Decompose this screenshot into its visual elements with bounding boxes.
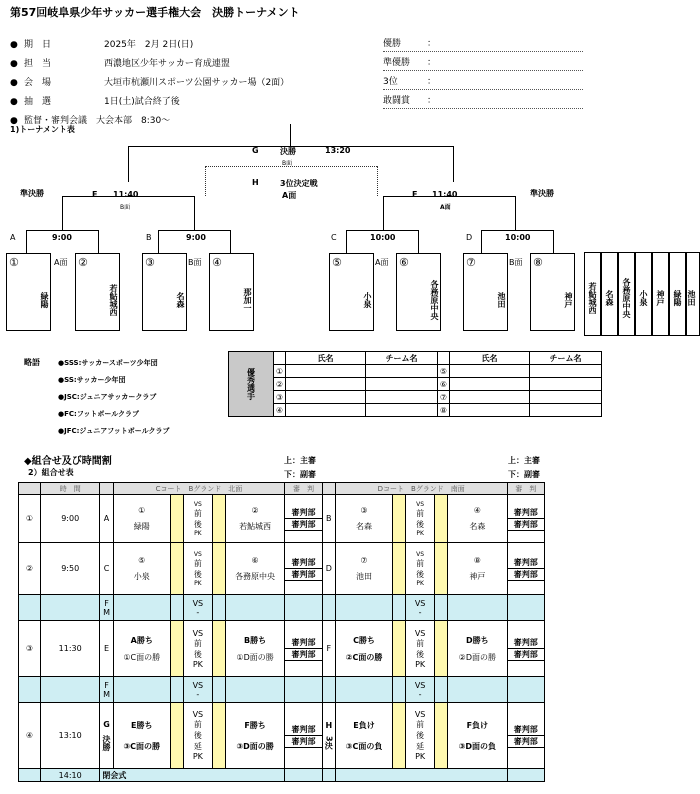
result-third: 3位 ： [383, 72, 583, 90]
award-side-label: 優秀選手 [229, 352, 274, 417]
abbr-ss: ●SS:サッカー少年団 [58, 376, 126, 384]
award-h-team-right: チーム名 [530, 352, 602, 365]
schedule-table: 時 間 Cコート Bグランド 北面 審 判 Dコート Bグランド 南面 審 判 ① 9:00 A ① 緑陽 VS 前 後 PK ② 若鮎城西 審判部 審判部 B ③ 名森 VS 前 後 PK ④ 名森 審判部 審判部 ② 9:50 C ⑤ 小泉 VS 前 後 PK ⑥ 各務原中央 審判部 審判部 D ⑦ 池田 VS 前 後 PK ⑧ 神戸 審判部 審判部 F M VS - VS - ③ 11:30 E A勝ち ①C面の勝 VS 前 後 PK B勝ち ①D面の勝 審判部 審判部 F C勝ち ②C面の勝 VS 前 後 PK D勝ち ②D面の勝 審判部 審判部 F M VS - VS - ④ 13:10 G 決勝 E勝ち ③C面の勝 VS 前 後 延 PK F勝ち ③D面の勝 審判部 審判部 H 3決 E負け ③C面の負 VS 前 後 延 PK F負け ③D面の負 審判部 審判部 14:10 閉会式 [18, 482, 545, 782]
team-court-4: B面 [188, 258, 202, 267]
side-team-1: 若鮎城西 [584, 252, 601, 336]
team-court-8: B面 [509, 258, 523, 267]
qf-b-id: B [146, 233, 152, 242]
abbr-title: 略語 [24, 358, 40, 367]
qf-d-id: D [466, 233, 473, 242]
team-court-2: A面 [54, 258, 68, 267]
abbr-jfc: ●JFC:ジュニアフットボールクラブ [58, 427, 170, 435]
third-id: H [252, 178, 259, 187]
qf-c-id: C [331, 233, 337, 242]
side-team-4: 小泉 [635, 252, 652, 336]
schedule-row-1: ① 9:00 A ① 緑陽 VS 前 後 PK ② 若鮎城西 審判部 審判部 B ③ 名森 VS 前 後 PK ④ 名森 審判部 審判部 [19, 495, 545, 543]
team-box-5: ⑤ 小泉 [329, 253, 374, 331]
qf-d-time: 10:00 [505, 233, 531, 242]
result-fighting-spirit: 敢闘賞 ： [383, 91, 583, 109]
result-winner: 優勝 ： [383, 34, 583, 52]
abbr-sss: ●SSS:サッカースポーツ少年団 [58, 359, 158, 367]
ref-note-bottom-right: 下：副審 [508, 470, 540, 479]
semi-left-court: B面 [120, 204, 131, 211]
schedule-fm-row-1: F M VS - VS - [19, 595, 545, 621]
award-h-name-right: 氏名 [450, 352, 530, 365]
team-box-6: ⑥ 各務原中央 [396, 253, 441, 331]
section-schedule: ◆組合せ及び時間割 [24, 456, 112, 467]
info-organizer: ● 担 当 西濃地区少年サッカー育成連盟 [10, 59, 230, 69]
third-label: 3位決定戦 [280, 179, 318, 188]
schedule-closing-row: 14:10 閉会式 [19, 769, 545, 782]
team-court-6: A面 [375, 258, 389, 267]
side-team-3: 各務原中央 [618, 252, 635, 336]
schedule-fm-row-2: F M VS - VS - [19, 677, 545, 703]
result-runner-up: 準優勝 ： [383, 53, 583, 71]
ref-note-bottom-left: 下：副審 [284, 470, 316, 479]
side-team-5: 神戸 [652, 252, 669, 336]
qf-b-time: 9:00 [186, 233, 206, 242]
qf-a-time: 9:00 [52, 233, 72, 242]
semi-right-id: F [412, 190, 418, 199]
sub-schedule: 2）組合せ表 [28, 468, 74, 477]
section-tournament: 1)トーナメント表 [10, 125, 75, 134]
team-box-7: ⑦ 池田 [463, 253, 508, 331]
semi-right-time: 11:40 [432, 190, 458, 199]
award-table: 優秀選手 氏名 チーム名 氏名 チーム名 ① ⑤ ② ⑥ ③ ⑦ ④ ⑧ [228, 351, 602, 417]
third-court: A面 [282, 191, 297, 200]
info-draw: ● 抽 選 1日(土)試合終了後 [10, 97, 180, 107]
team-box-4: ④ 那加一 [209, 253, 254, 331]
info-meeting: ● 監督・審判会議 大会本部 8:30～ [10, 116, 171, 126]
abbr-jsc: ●JSC:ジュニアサッカークラブ [58, 393, 157, 401]
award-h-name-left: 氏名 [286, 352, 366, 365]
semi-right-label: 準決勝 [530, 189, 554, 198]
semi-left-label: 準決勝 [20, 189, 44, 198]
abbr-fc: ●FC:フットボールクラブ [58, 410, 140, 418]
qf-c-time: 10:00 [370, 233, 396, 242]
side-team-7: 池田 [686, 252, 700, 336]
info-venue: ● 会 場 大垣市杭瀬川スポーツ公園サッカー場（2面） [10, 78, 290, 88]
side-team-6: 緑陽 [669, 252, 686, 336]
final-id: G [252, 146, 259, 155]
team-box-1: ① 緑陽 [6, 253, 51, 331]
page-title: 第57回岐阜県少年サッカー選手権大会 決勝トーナメント [10, 6, 300, 19]
final-court: B面 [282, 160, 293, 167]
team-box-2: ② 若鮎城西 [75, 253, 120, 331]
team-box-8: ⑧ 神戸 [530, 253, 575, 331]
final-time: 13:20 [325, 146, 351, 155]
award-h-team-left: チーム名 [366, 352, 438, 365]
head-c-court: Cコート Bグランド 北面 [113, 483, 285, 495]
final-label: 決勝 [280, 147, 296, 156]
head-d-court: Dコート Bグランド 南面 [335, 483, 507, 495]
semi-right-court: A面 [440, 204, 451, 211]
ref-note-top-right: 上：主審 [508, 456, 540, 465]
info-date: ● 期 日 2025年 2月 2日(日) [10, 40, 194, 50]
team-box-3: ③ 名森 [142, 253, 187, 331]
side-team-2: 名森 [601, 252, 618, 336]
schedule-row-4: ④ 13:10 G 決勝 E勝ち ③C面の勝 VS 前 後 延 PK F勝ち ③D面の勝 審判部 審判部 H 3決 E負け ③C面の負 VS 前 後 延 PK F負け ③D面の負 審判部 審判部 [19, 703, 545, 769]
qf-a-id: A [10, 233, 16, 242]
ref-note-top-left: 上：主審 [284, 456, 316, 465]
schedule-row-2: ② 9:50 C ⑤ 小泉 VS 前 後 PK ⑥ 各務原中央 審判部 審判部 D ⑦ 池田 VS 前 後 PK ⑧ 神戸 審判部 審判部 [19, 543, 545, 595]
semi-left-id: E [92, 190, 98, 199]
semi-left-time: 11:40 [113, 190, 139, 199]
schedule-row-3: ③ 11:30 E A勝ち ①C面の勝 VS 前 後 PK B勝ち ①D面の勝 審判部 審判部 F C勝ち ②C面の勝 VS 前 後 PK D勝ち ②D面の勝 審判部 審判部 [19, 621, 545, 677]
